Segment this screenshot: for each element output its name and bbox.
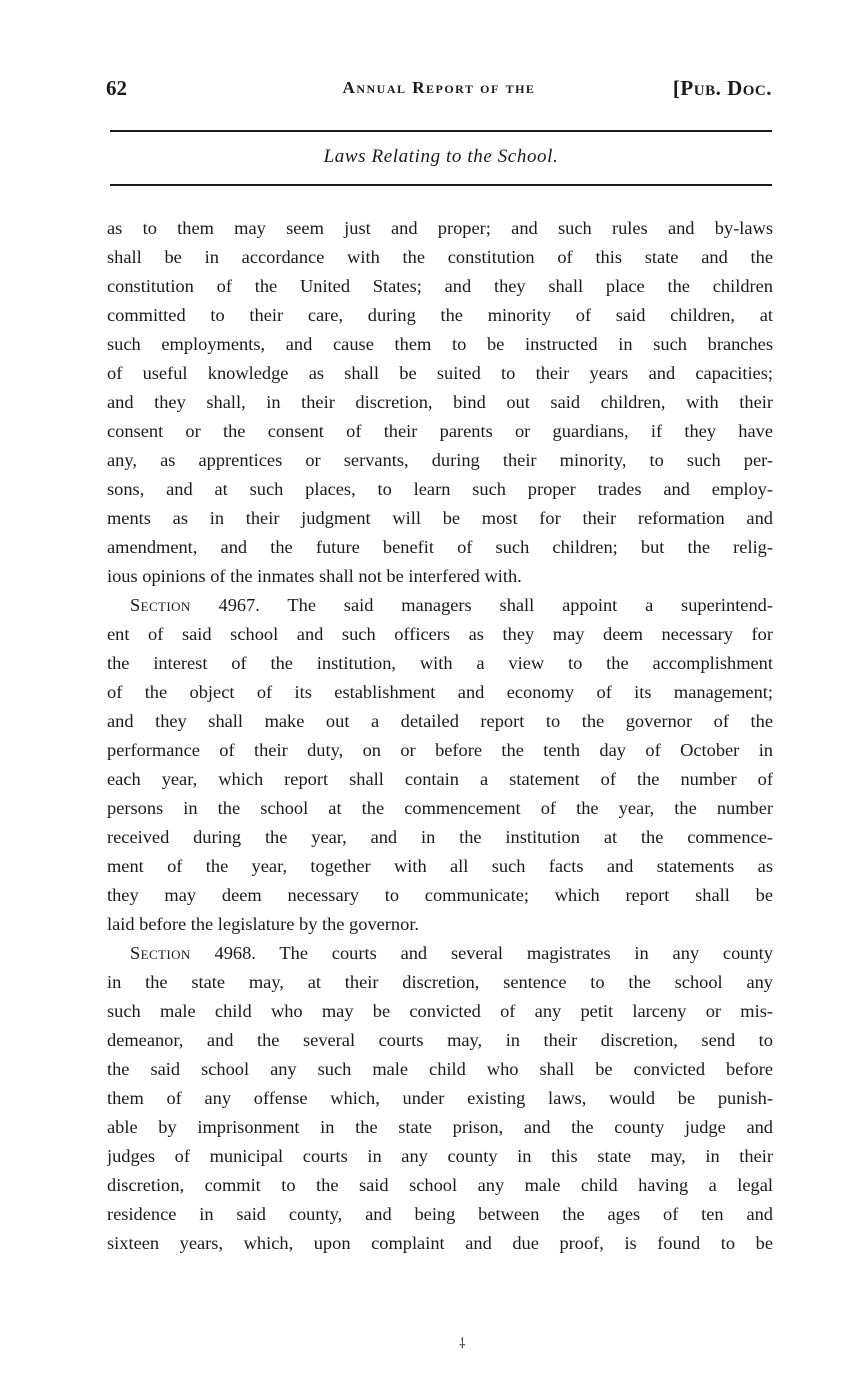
text-line: received during the year, and in the institution at the commence-: [107, 827, 773, 847]
text-line: discretion, commit to the said school any male child having a legal: [107, 1175, 773, 1195]
text-line: performance of their duty, on or before the tenth day of October in: [107, 740, 773, 760]
text-line: amendment, and the future benefit of such children; but the relig-: [107, 537, 773, 557]
text-fragment: The courts and several magistrates in any county: [255, 943, 773, 963]
section-label: Section: [130, 943, 191, 963]
text-line: each year, which report shall contain a statement of the number of: [107, 769, 773, 789]
section-number: 4968.: [214, 943, 256, 963]
text-line: consent or the consent of their parents or guardians, if they have: [107, 421, 773, 441]
text-line: judges of municipal courts in any county in this state may, in their: [107, 1146, 773, 1166]
text-line: sixteen years, which, upon complaint and due proof, is found to be: [107, 1233, 773, 1253]
text-line: shall be in accordance with the constitution of this state and the: [107, 247, 773, 267]
text-line: [107, 939, 773, 968]
header-rule-top: [110, 130, 772, 132]
text-line: committed to their care, during the minority of said children, at: [107, 305, 773, 325]
text-line: as to them may seem just and proper; and such rules and by-laws: [107, 218, 773, 238]
text-line: constitution of the United States; and they shall place the children: [107, 276, 773, 296]
text-line: ious opinions of the inmates shall not be interfered with.: [107, 566, 522, 586]
text-line: and they shall make out a detailed report to the governor of the: [107, 711, 773, 731]
text-line: residence in said county, and being between the ages of ten and: [107, 1204, 773, 1224]
text-line: ments as in their judgment will be most for their reformation and: [107, 508, 773, 528]
text-line: persons in the school at the commencement of the year, the number: [107, 798, 773, 818]
section-title: Laws Relating to the School.: [323, 146, 559, 167]
text-line: demeanor, and the several courts may, in their discretion, send to: [107, 1030, 773, 1050]
text-line: the said school any such male child who shall be convicted before: [107, 1059, 773, 1079]
text-line: any, as apprentices or servants, during their minority, to such per-: [107, 450, 773, 470]
text-line: of the object of its establishment and economy of its management;: [107, 682, 773, 702]
section-4967: [107, 591, 773, 939]
paragraph-continuation: [107, 214, 773, 591]
running-header: [106, 76, 772, 106]
section-label: Section: [130, 595, 191, 615]
text-line: [107, 591, 773, 620]
text-line: in the state may, at their discretion, sentence to the school any: [107, 972, 773, 992]
text-line: such male child who may be convicted of any petit larceny or mis-: [107, 1001, 773, 1021]
header-title: Annual Report of the: [342, 78, 536, 97]
text-line: able by imprisonment in the state prison, and the county judge and: [107, 1117, 773, 1137]
body-text: [107, 214, 773, 1258]
footer-mark: ⸸: [459, 1337, 466, 1352]
text-line: the interest of the institution, with a view to the accomplishment: [107, 653, 773, 673]
section-4968: [107, 939, 773, 1258]
text-line: and they shall, in their discretion, bind out said children, with their: [107, 392, 773, 412]
text-line: ent of said school and such officers as they may deem necessary for: [107, 624, 773, 644]
section-number: 4967.: [218, 595, 260, 615]
text-line: them of any offense which, under existing laws, would be punish-: [107, 1088, 773, 1108]
text-line: such employments, and cause them to be instructed in such branches: [107, 334, 773, 354]
text-line: they may deem necessary to communicate; which report shall be: [107, 885, 773, 905]
text-line: sons, and at such places, to learn such proper trades and employ-: [107, 479, 773, 499]
header-rule-bottom: [110, 184, 772, 186]
page-number: 62: [106, 76, 127, 100]
document-reference: [Pub. Doc.: [672, 76, 772, 100]
text-line: laid before the legislature by the governor.: [107, 914, 420, 934]
text-fragment: The said managers shall appoint a superintend-: [259, 595, 773, 615]
text-line: ment of the year, together with all such facts and statements as: [107, 856, 773, 876]
text-line: of useful knowledge as shall be suited to their years and capacities;: [107, 363, 773, 383]
